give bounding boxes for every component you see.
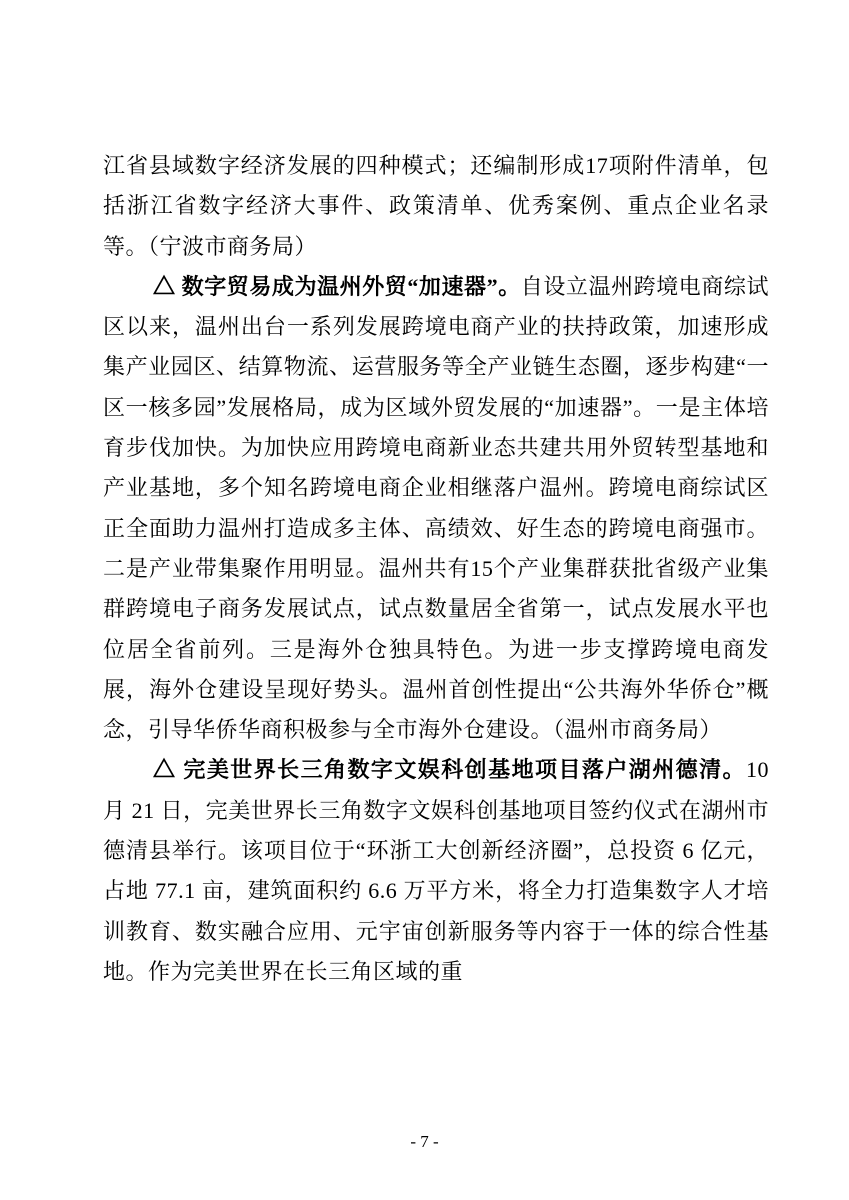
- paragraph-text: 自设立温州跨境电商综试区以来，温州出台一系列发展跨境电商产业的扶持政策，加速形成集产业园区、结算物流、运营服务等全产业链生态圈，逐步构建“一区一核多园”发展格局，成为区域外贸发展的“加速器”。一是主体培育步伐加快。为加快应用跨境电商新业态共建共用外贸转型基地和产业基地，多个知名跨境电商企业相继落户温州。跨境电商综试区正全面助力温州打造成多主体、高绩效、好生态的跨境电商强市。二是产业带集聚作用明显。温州共有15个产业集群获批省级产业集群跨境电子商务发展试点，试点数量居全省第一，试点发展水平也位居全省前列。三是海外仓独具特色。为进一步支撑跨境电商发展，海外仓建设呈现好势头。温州首创性提出“公共海外华侨仓”概念，引导华侨华商积极参与全市海外仓建设。（温州市商务局）: [103, 273, 769, 743]
- page-number: - 7 -: [410, 1132, 439, 1151]
- paragraph-heading: △ 完美世界长三角数字文娱科创基地项目落户湖州德清。: [153, 757, 746, 783]
- paragraph-text: 10 月 21 日，完美世界长三角数字文娱科创基地项目签约仪式在湖州市德清县举行。该项目位于“环浙工大创新经济圈”，总投资 6 亿元，占地 77.1 亩，建筑面积约 6.6 万平方米，将全力打造集数字人才培训教育、数实融合应用、元宇宙创新服务等内容于一体的综合性基地。作为完美世界在长三角区域的重: [103, 757, 769, 984]
- document-body: [103, 146, 769, 992]
- paragraph-ningbo-continued: [103, 146, 769, 267]
- paragraph-text: 江省县域数字经济发展的四种模式；还编制形成17项附件清单，包括浙江省数字经济大事件、政策清单、优秀案例、重点企业名录等。（宁波市商务局）: [103, 153, 769, 259]
- paragraph-heading: △ 数字贸易成为温州外贸“加速器”。: [153, 273, 521, 299]
- paragraph-wenzhou-digital-trade: [103, 267, 769, 751]
- paragraph-perfect-world-huzhou: [103, 750, 769, 992]
